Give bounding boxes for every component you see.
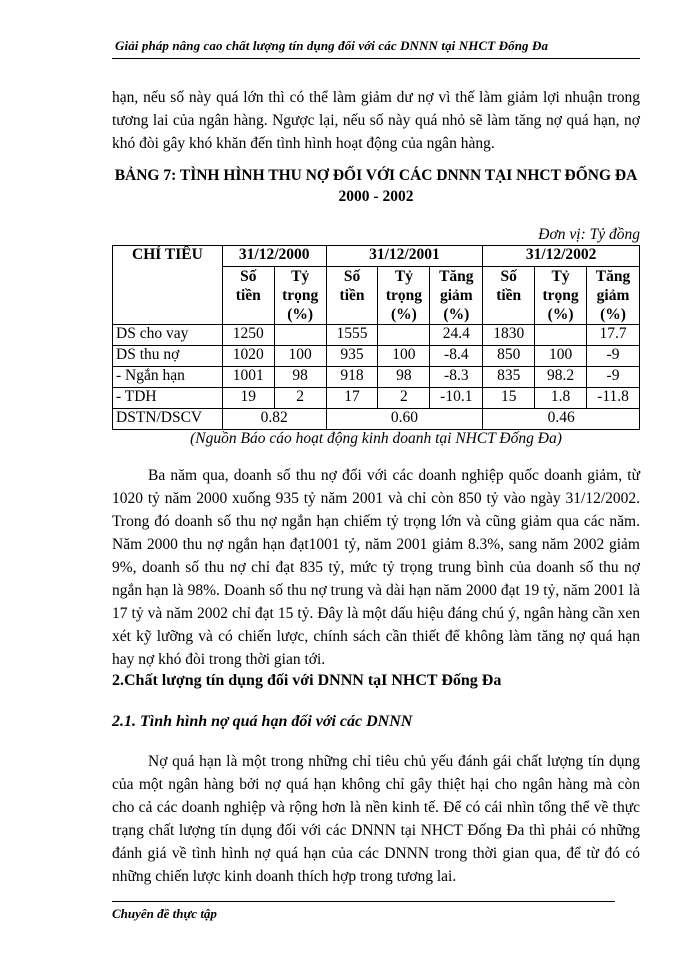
- table-cell: [535, 325, 587, 346]
- table-cell: 835: [483, 367, 535, 388]
- section-heading: 2.Chất lượng tín dụng đối với DNNN tạI NHCT Đống Đa: [112, 672, 502, 689]
- change-header: Tăng giảm (%): [430, 267, 483, 325]
- table-cell: -9: [587, 367, 640, 388]
- table-source: (Nguồn Báo cáo hoạt động kinh doanh tại NHCT Đống Đa): [190, 430, 562, 447]
- table-cell: 850: [483, 346, 535, 367]
- change-header: Tăng giảm (%): [587, 267, 640, 325]
- table-cell: -8.4: [430, 346, 483, 367]
- year-header: 31/12/2000: [222, 246, 326, 267]
- amount-header: Số tiền: [326, 267, 378, 325]
- debt-collection-table: [112, 245, 640, 430]
- row-label: - TDH: [113, 388, 223, 409]
- row-label: DS thu nợ: [113, 346, 223, 367]
- table-unit: Đơn vị: Tỷ đồng: [538, 226, 640, 243]
- table-cell: 19: [222, 388, 274, 409]
- table-cell: [274, 325, 326, 346]
- page-header: Giải pháp nâng cao chất lượng tín dụng đối với các DNNN tại NHCT Đống Đa: [115, 38, 549, 53]
- corner-header: CHỈ TIÊU: [113, 246, 223, 325]
- table-cell: 100: [378, 346, 430, 367]
- amount-header: Số tiền: [222, 267, 274, 325]
- footer-divider: [112, 901, 615, 902]
- ratio-row: [113, 409, 640, 430]
- ratio-cell: 0.60: [326, 409, 483, 430]
- header-divider: [112, 58, 640, 59]
- table-row: [113, 346, 640, 367]
- table-cell: -8.3: [430, 367, 483, 388]
- table-cell: 1.8: [535, 388, 587, 409]
- table-cell: 100: [535, 346, 587, 367]
- table-header-row: [113, 246, 640, 267]
- table-cell: 17.7: [587, 325, 640, 346]
- table-cell: 918: [326, 367, 378, 388]
- table-cell: -11.8: [587, 388, 640, 409]
- year-header: 31/12/2002: [483, 246, 640, 267]
- table-cell: 935: [326, 346, 378, 367]
- table-row: [113, 325, 640, 346]
- row-label: - Ngắn hạn: [113, 367, 223, 388]
- table-cell: 100: [274, 346, 326, 367]
- analysis-paragraph: Ba năm qua, doanh số thu nợ đối với các doanh nghiệp quốc doanh giảm, từ 1020 tỷ năm 2000 xuống 935 tỷ năm 2001 và chỉ còn 850 tỷ vào ngày 31/12/2002. Trong đó doanh số thu nợ ngắn hạn chiếm tỷ trọng lớn và cũng giảm qua các năm. Năm 2000 thu nợ ngắn hạn đạt1001 tỷ, năm 2001 giảm 8.3%, sang năm 2002 giảm 9%, doanh số thu nợ chỉ đạt 835 tỷ, mức tỷ trọng trung bình của doanh số thu nợ ngắn hạn là 98%. Doanh số thu nợ trung và dài hạn năm 2000 đạt 19 tỷ, năm 2001 là 17 tỷ và năm 2002 chỉ đạt 15 tỷ. Đây là một dấu hiệu đáng chú ý, ngân hàng cần xen xét kỹ lưỡng và có chiến lược, chính sách cần thiết để không làm tăng nợ quá hạn hay nợ khó đòi trong thời gian tới.: [112, 467, 640, 668]
- page-footer: Chuyên đề thực tập: [112, 906, 217, 921]
- table-cell: 17: [326, 388, 378, 409]
- subsection-heading: 2.1. Tình hình nợ quá hạn đối với các DNNN: [112, 713, 413, 730]
- table-cell: 1001: [222, 367, 274, 388]
- amount-header: Số tiền: [483, 267, 535, 325]
- table-cell: 1020: [222, 346, 274, 367]
- table-title: BẢNG 7: TÌNH HÌNH THU NỢ ĐỐI VỚI CÁC DNNN TẠI NHCT ĐỐNG ĐA 2000 - 2002: [114, 167, 638, 205]
- table-cell: 1555: [326, 325, 378, 346]
- intro-paragraph: hạn, nếu số này quá lớn thì có thể làm giảm dư nợ vì thế làm giảm lợi nhuận trong tương lai của ngân hàng. Ngược lại, nếu số này quá nhỏ sẽ làm tăng nợ quá hạn, nợ khó đòi gây khó khăn đến tình hình hoạt động của ngân hàng.: [112, 89, 640, 152]
- table-cell: 98.2: [535, 367, 587, 388]
- share-header: Tỷ trọng (%): [378, 267, 430, 325]
- year-header: 31/12/2001: [326, 246, 483, 267]
- ratio-cell: 0.46: [483, 409, 640, 430]
- table-cell: 2: [378, 388, 430, 409]
- table-cell: 98: [378, 367, 430, 388]
- overdue-paragraph: Nợ quá hạn là một trong những chỉ tiêu chủ yếu đánh gái chất lượng tín dụng của một ngân hàng bởi nợ quá hạn không chỉ gây thiệt hại cho ngân hàng mà còn cho cả các doanh nghiệp và rộng hơn là nền kinh tế. Để có cái nhìn tổng thể về thực trạng chất lượng tín dụng đối với các DNNN tại NHCT Đống Đa thì phải có những đánh giá về tình hình nợ quá hạn của các DNNN trong thời gian qua, để từ đó có những chiến lược kinh doanh thích hợp trong tương lai.: [112, 753, 640, 885]
- table-row: [113, 367, 640, 388]
- table-cell: -10.1: [430, 388, 483, 409]
- table-cell: [378, 325, 430, 346]
- share-header: Tỷ trọng (%): [274, 267, 326, 325]
- share-header: Tỷ trọng (%): [535, 267, 587, 325]
- table-row: [113, 388, 640, 409]
- table-cell: 24.4: [430, 325, 483, 346]
- table-cell: -9: [587, 346, 640, 367]
- row-label: DSTN/DSCV: [113, 409, 223, 430]
- row-label: DS cho vay: [113, 325, 223, 346]
- table-cell: 1830: [483, 325, 535, 346]
- table-cell: 2: [274, 388, 326, 409]
- table-cell: 1250: [222, 325, 274, 346]
- table-cell: 15: [483, 388, 535, 409]
- table-cell: 98: [274, 367, 326, 388]
- ratio-cell: 0.82: [222, 409, 326, 430]
